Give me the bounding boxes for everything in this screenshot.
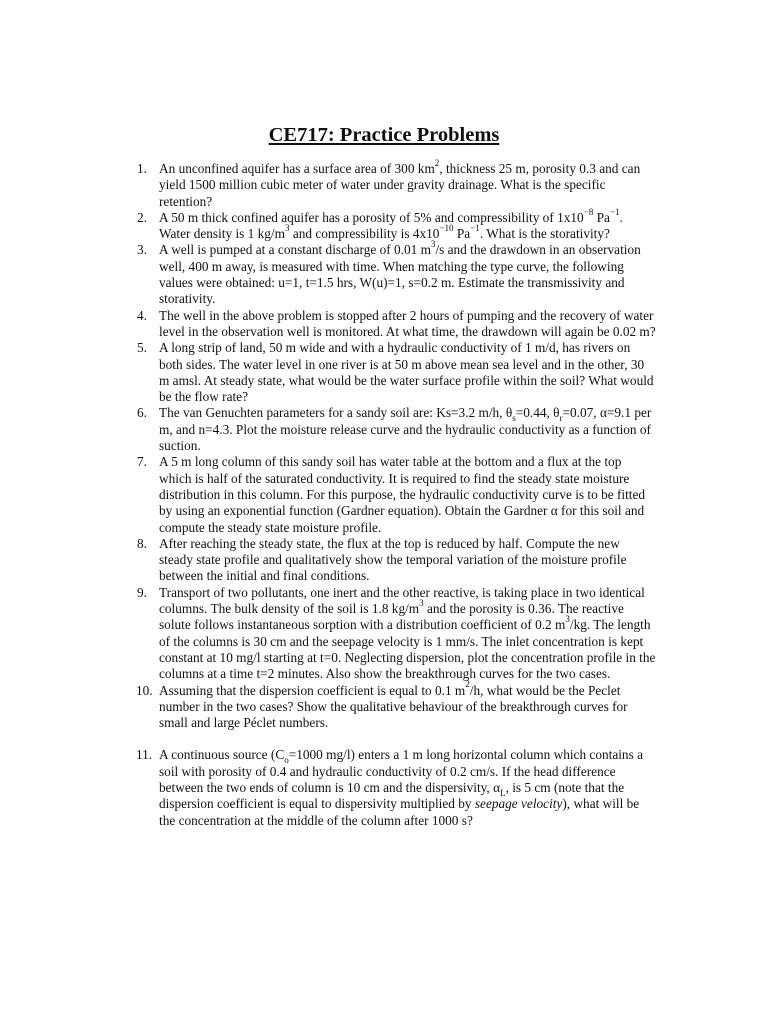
- problem-5: 5. A long strip of land, 50 m wide and with a hydraulic conductivity of 1 m/d, has rivers on both sides. The water level in one river is at 50 m above mean sea level and in the other, 30 m amsl. At steady state, what would be the water surface profile within the soil? What would be the flow rate?: [137, 340, 654, 405]
- problem-1: 1. An unconfined aquifer has a surface area of 300 $km^2$, thickness 25 m, porosity 0.3 and can yield 1500 million cubic meter of water under gravity drainage. What is the specific retention?: [137, 157, 641, 209]
- problem-10: 10. Assuming that the dispersion coefficient is equal to 0.1 $m^2/h$, what would be the Peclet number in the two cases? Show the qualitative behaviour of the breakthrough curves for small and large Péclet numbers.: [136, 679, 628, 731]
- problem-2: 2. A 50 m thick confined aquifer has a porosity of 5% and compressibility of $1x10^{-8}$ $Pa^{-1}$. Water density is 1 $kg/m^3$ and compressibility is $4x10^{-10}$ $Pa^{-1}$. What is the storativity?: [137, 206, 623, 242]
- spacer: [137, 731, 657, 747]
- problem-number: 11.: [136, 747, 153, 763]
- problem-list: [136, 157, 657, 829]
- problem-3: 3. A well is pumped at a constant discharge of 0.01 $m^3/s$ and the drawdown in an observation well, 400 m away, is measured with time. When matching the type curve, the following values were obtained: u=1, t=1.5 hrs, W(u)=1, s=0.2 m. Estimate the transmissivity and storativity.: [137, 239, 641, 307]
- problem-number: 8.: [137, 535, 147, 551]
- problem-number: 7.: [137, 454, 147, 470]
- problem-11: 11. A continuous source ($C_o=1000$ mg/l) enters a 1 m long horizontal column which contains a soil with porosity of 0.4 and hydraulic conductivity of 0.2 cm/s. If the head difference between the two ends of column is 10 cm and the dispersivity, $\alpha_L$, is 5 cm (note that the dispersion coefficient is equal to dispersivity multiplied by seepage velocity), what will be the concentration at the middle of the column after 1000 s?: [136, 747, 643, 828]
- problem-8: 8. After reaching the steady state, the flux at the top is reduced by half. Compute the new steady state profile and qualitatively show the temporal variation of the moisture profile between the initial and final conditions.: [137, 535, 627, 584]
- problem-number: 10.: [136, 682, 153, 698]
- document-title: CE717: Practice Problems: [268, 124, 500, 146]
- problem-number: 1.: [137, 161, 147, 176]
- problem-number: 2.: [137, 209, 147, 225]
- problem-number: 5.: [137, 340, 147, 356]
- problem-number: 3.: [137, 242, 147, 258]
- problem-number: 4.: [137, 307, 147, 323]
- problem-number: 6.: [137, 405, 147, 421]
- problem-4: 4. The well in the above problem is stopped after 2 hours of pumping and the recovery of water level in the observation well is monitored. At what time, the drawdown will again be 0.02 m?: [137, 307, 656, 339]
- problem-number: 9.: [137, 584, 147, 600]
- problem-9: 9. Transport of two pollutants, one inert and the other reactive, is taking place in two identical columns. The bulk density of the soil is 1.8 $kg/m^3$ and the porosity is 0.36. The reactive solute follows instantaneous sorption with a distribution coefficient of 0.2 $m^3/kg$. The length of the columns is 30 cm and the seepage velocity is 1 mm/s. The inlet concentration is kept constant at 10 mg/l starting at t=0. Neglecting dispersion, plot the concentration profile in the columns at a time t=2 minutes. Also show the breakthrough curves for the two cases.: [137, 584, 656, 682]
- problem-6: 6. The van Genuchten parameters for a sandy soil are: Ks=3.2 m/h, $\theta_s=0.44$, $\theta_r=0.07$, α=9.1 per m, and n=4.3. Plot the moisture release curve and the hydraulic conductivity as a function of suction.: [137, 405, 652, 454]
- problem-7: 7. A 5 m long column of this sandy soil has water table at the bottom and a flux at the top which is half of the saturated conductivity. It is required to find the steady state moisture distribution in this column. For this purpose, the hydraulic conductivity curve is to be fitted by using an exponential function (Gardner equation). Obtain the Gardner α for this soil and compute the steady state moisture profile.: [137, 454, 646, 535]
